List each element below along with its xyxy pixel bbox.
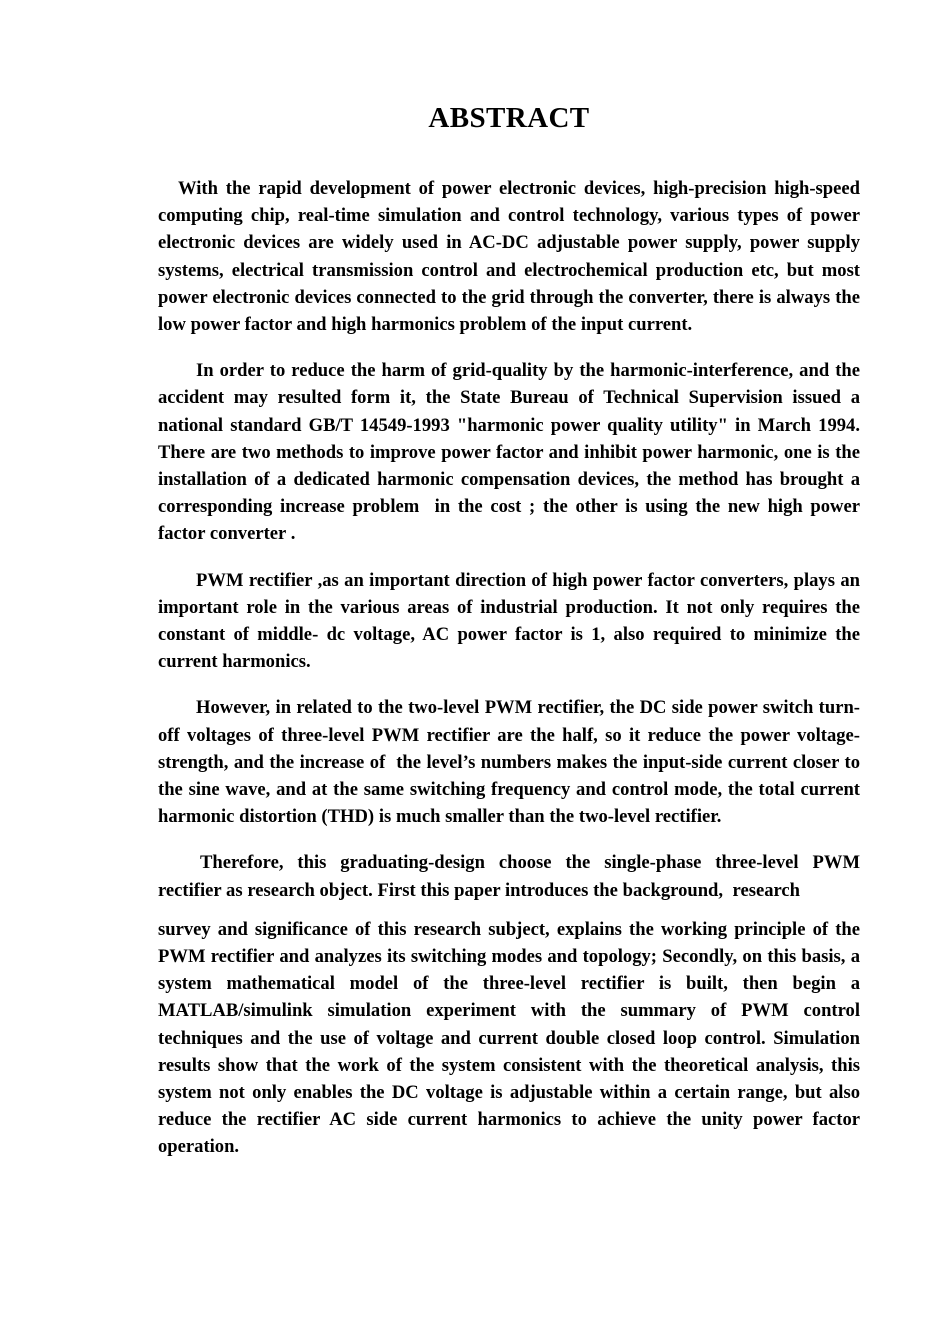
abstract-paragraph-3: PWM rectifier ,as an important direction of high power factor converters, plays an important role in the various areas of industrial production. It not only requires the constant of middle- dc voltage, AC power factor is 1, also required to minimize the current harmonics. [158, 569, 865, 673]
abstract-paragraph-5-part-1: Therefore, this graduating-design choose the single-phase three-level PWM rectifier as research object. First this paper introduces the background, research [158, 852, 865, 901]
text-column [158, 0, 865, 1161]
abstract-paragraph-2: In order to reduce the harm of grid-quality by the harmonic-interference, and the accident may resulted form it, the State Bureau of Technical Supervision issued a national standard GB/T 14549-1993 "harmonic power quality utility" in March 1994. There are two methods to improve power factor and inhibit power harmonic, one is the installation of a dedicated harmonic compensation devices, the method has brought a corresponding increase problem in the cost ; the other is using the new high power factor converter . [158, 360, 865, 545]
page-title: ABSTRACT [428, 102, 590, 134]
abstract-paragraph-1: With the rapid development of power electronic devices, high-precision high-speed computing chip, real-time simulation and control technology, various types of power electronic devices are widely used in AC-DC adjustable power supply, power supply systems, electrical transmission control and electrochemical production etc, but most power electronic devices connected to the grid through the converter, there is always the low power factor and high harmonics problem of the input current. [158, 177, 865, 335]
abstract-paragraph-5-part-2: survey and significance of this research subject, explains the working principle of the PWM rectifier and analyzes its switching modes and topology; Secondly, on this basis, a system mathematical model of the three-level rectifier is built, then begin a MATLAB/simulink simulation experiment with the summary of PWM control techniques and the use of voltage and current double closed loop control. Simulation results show that the work of the system consistent with the theoretical analysis, this system not only enables the DC voltage is adjustable within a certain range, but also reduce the rectifier AC side current harmonics to achieve the unity power factor operation. [158, 918, 865, 1158]
abstract-paragraph-4: However, in related to the two-level PWM rectifier, the DC side power switch turn-off voltages of three-level PWM rectifier are the half, so it reduce the power voltage- strength, and the increase of the level’s numbers makes the input-side current closer to the sine wave, and at the same switching frequency and control mode, the total current harmonic distortion (THD) is much smaller than the two-level rectifier. [158, 697, 865, 828]
